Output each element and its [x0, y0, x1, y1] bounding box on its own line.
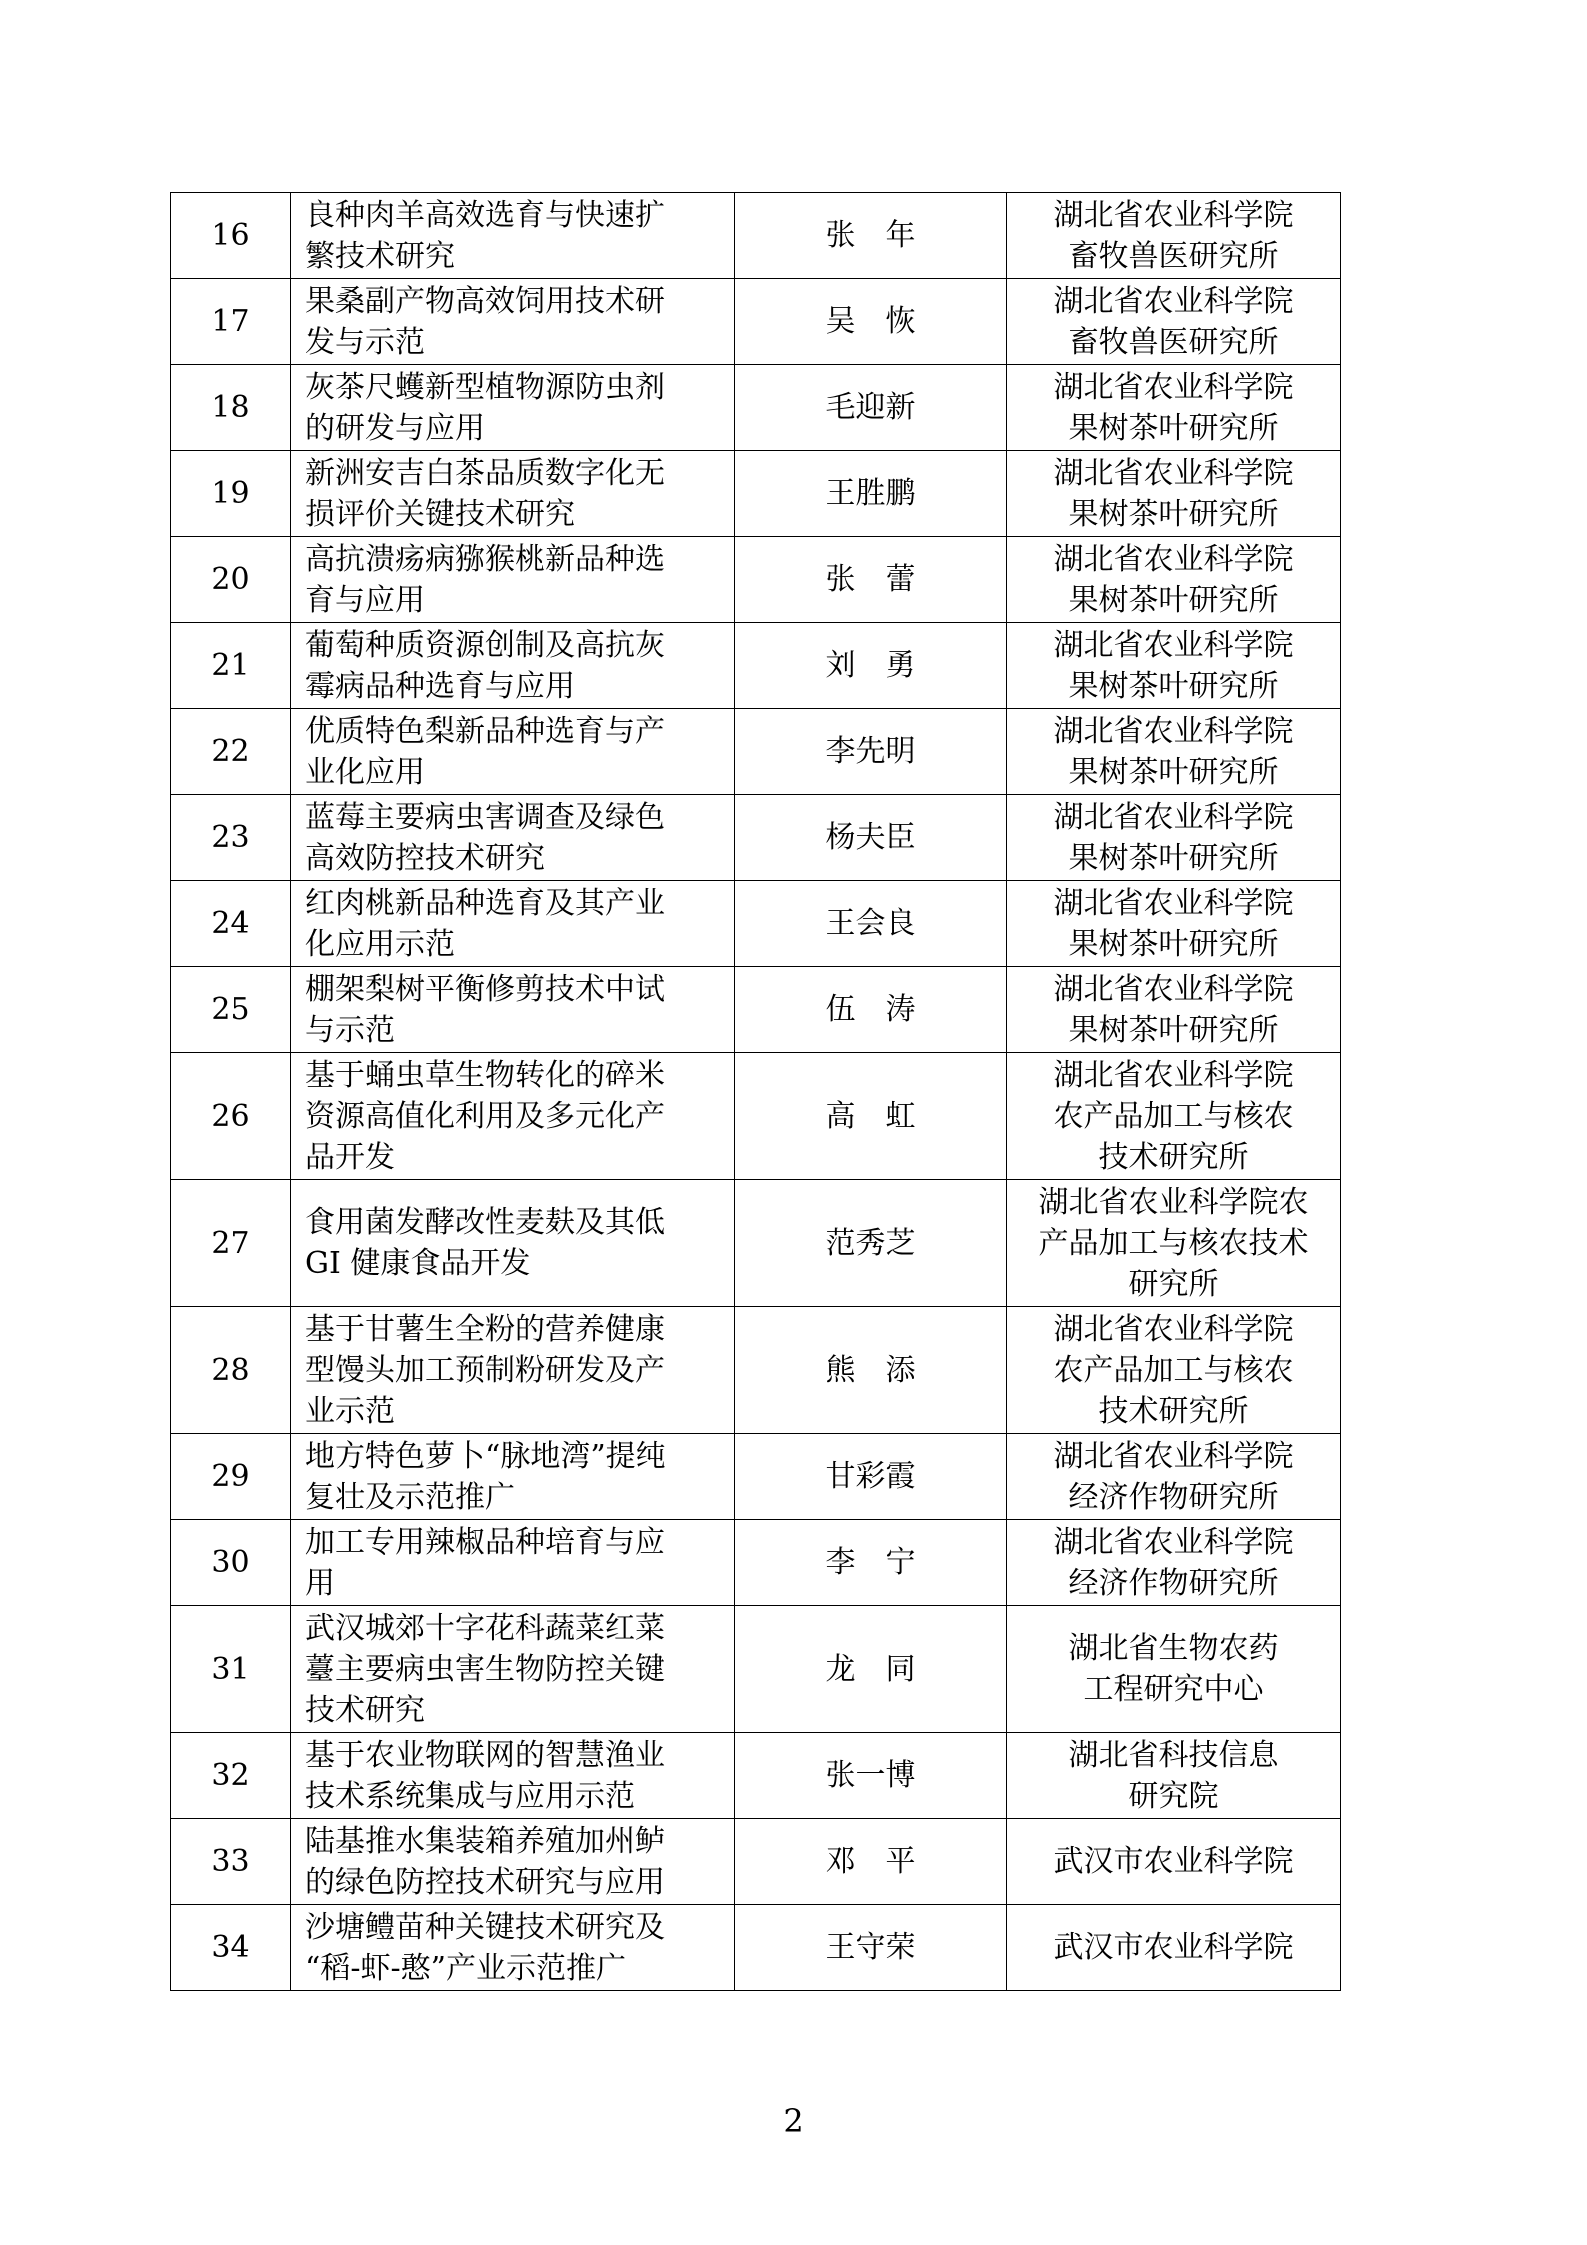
project-title-cell	[291, 1520, 735, 1606]
project-leader: 吴 恢	[735, 279, 1007, 365]
project-title-line: 化应用示范	[305, 926, 455, 962]
organization-line: 湖北省农业科学院	[1053, 197, 1294, 233]
project-title-cell	[291, 193, 735, 279]
project-leader: 李 宁	[735, 1520, 1007, 1606]
organization-line: 研究所	[1128, 1266, 1219, 1302]
table-row	[171, 795, 1341, 881]
project-title-cell	[291, 881, 735, 967]
table-row	[171, 1606, 1341, 1733]
table-row	[171, 1733, 1341, 1819]
organization-cell	[1007, 1819, 1341, 1905]
project-title-cell	[291, 795, 735, 881]
project-leader: 毛迎新	[735, 365, 1007, 451]
project-title-line: 发与示范	[305, 324, 425, 360]
project-title-line: 技术系统集成与应用示范	[305, 1778, 635, 1814]
project-title-line: 灰茶尺蠖新型植物源防虫剂	[305, 369, 665, 405]
project-title-line: 资源高值化利用及多元化产	[305, 1098, 665, 1134]
organization-line: 湖北省生物农药	[1068, 1631, 1279, 1666]
project-title-cell	[291, 623, 735, 709]
organization-line: 湖北省农业科学院	[1053, 455, 1294, 491]
organization-line: 湖北省农业科学院	[1053, 283, 1294, 319]
row-number: 25	[171, 967, 291, 1053]
project-title-line: 业化应用	[305, 754, 425, 790]
organization-line: 武汉市农业科学院	[1053, 1844, 1294, 1879]
project-title-cell	[291, 537, 735, 623]
project-title-line: 技术研究	[305, 1692, 425, 1728]
project-leader: 王守荣	[735, 1905, 1007, 1991]
project-title-line: 复壮及示范推广	[305, 1479, 515, 1515]
organization-line: 果树茶叶研究所	[1068, 754, 1279, 790]
table-row	[171, 365, 1341, 451]
row-number: 28	[171, 1307, 291, 1434]
project-leader: 李先明	[735, 709, 1007, 795]
organization-line: 湖北省农业科学院农	[1038, 1184, 1309, 1220]
project-title-line: 品开发	[305, 1139, 395, 1175]
organization-line: 农产品加工与核农	[1053, 1098, 1294, 1134]
project-title-line: 繁技术研究	[305, 238, 455, 274]
project-title-cell	[291, 1053, 735, 1180]
project-title-line: 高抗溃疡病猕猴桃新品种选	[305, 541, 665, 577]
table-row	[171, 623, 1341, 709]
row-number: 27	[171, 1180, 291, 1307]
project-title-line: 地方特色萝卜“脉地湾”提纯	[305, 1438, 666, 1474]
organization-line: 技术研究所	[1098, 1393, 1249, 1429]
row-number: 24	[171, 881, 291, 967]
row-number: 29	[171, 1434, 291, 1520]
organization-cell	[1007, 623, 1341, 709]
organization-cell	[1007, 1606, 1341, 1733]
project-title-line: 新洲安吉白茶品质数字化无	[305, 455, 665, 491]
table-row	[171, 1520, 1341, 1606]
project-title-line: 基于农业物联网的智慧渔业	[305, 1737, 665, 1773]
project-leader: 张 年	[735, 193, 1007, 279]
organization-line: 经济作物研究所	[1068, 1479, 1279, 1515]
organization-line: 果树茶叶研究所	[1068, 582, 1279, 618]
organization-cell	[1007, 967, 1341, 1053]
project-title-cell	[291, 967, 735, 1053]
project-title-line: 葡萄种质资源创制及高抗灰	[305, 627, 665, 663]
project-table-body	[171, 193, 1341, 1991]
organization-cell	[1007, 1905, 1341, 1991]
organization-line: 果树茶叶研究所	[1068, 926, 1279, 962]
project-leader: 王胜鹏	[735, 451, 1007, 537]
organization-line: 畜牧兽医研究所	[1068, 324, 1279, 360]
organization-cell	[1007, 1520, 1341, 1606]
project-title-line: 的绿色防控技术研究与应用	[305, 1864, 665, 1900]
organization-line: 果树茶叶研究所	[1068, 496, 1279, 532]
project-leader: 杨夫臣	[735, 795, 1007, 881]
project-leader: 龙 同	[735, 1606, 1007, 1733]
row-number: 30	[171, 1520, 291, 1606]
project-title-line: 果桑副产物高效饲用技术研	[305, 283, 665, 319]
row-number: 20	[171, 537, 291, 623]
row-number: 22	[171, 709, 291, 795]
organization-line: 产品加工与核农技术	[1038, 1225, 1309, 1261]
table-row	[171, 881, 1341, 967]
project-title-line: 棚架梨树平衡修剪技术中试	[305, 971, 665, 1007]
organization-cell	[1007, 1180, 1341, 1307]
organization-cell	[1007, 1434, 1341, 1520]
page-number: 2	[783, 2102, 804, 2140]
project-leader: 张 蕾	[735, 537, 1007, 623]
project-leader: 范秀芝	[735, 1180, 1007, 1307]
table-row	[171, 451, 1341, 537]
organization-cell	[1007, 1733, 1341, 1819]
table-row	[171, 193, 1341, 279]
project-title-line: 红肉桃新品种选育及其产业	[305, 885, 665, 921]
project-title-line: 高效防控技术研究	[305, 840, 545, 876]
organization-line: 果树茶叶研究所	[1068, 410, 1279, 446]
row-number: 21	[171, 623, 291, 709]
project-title-cell	[291, 709, 735, 795]
project-title-line: 基于甘薯生全粉的营养健康	[305, 1311, 665, 1347]
project-title-line: 用	[305, 1565, 335, 1601]
project-title-line: 的研发与应用	[305, 410, 485, 446]
organization-line: 果树茶叶研究所	[1068, 840, 1279, 876]
project-title-line: “稻-虾-憨”产业示范推广	[305, 1950, 626, 1986]
project-title-line: 蓝莓主要病虫害调查及绿色	[305, 799, 665, 835]
table-row	[171, 1180, 1341, 1307]
organization-cell	[1007, 795, 1341, 881]
table-row	[171, 709, 1341, 795]
organization-line: 果树茶叶研究所	[1068, 668, 1279, 704]
organization-line: 研究院	[1128, 1778, 1219, 1814]
row-number: 23	[171, 795, 291, 881]
organization-line: 畜牧兽医研究所	[1068, 238, 1279, 274]
project-leader: 甘彩霞	[735, 1434, 1007, 1520]
project-title-line: 业示范	[305, 1393, 395, 1429]
organization-line: 湖北省农业科学院	[1053, 1057, 1294, 1093]
organization-line: 湖北省科技信息	[1068, 1737, 1279, 1773]
project-title-line: GI 健康食品开发	[305, 1246, 531, 1281]
organization-line: 湖北省农业科学院	[1053, 369, 1294, 405]
table-row	[171, 279, 1341, 365]
table-row	[171, 1434, 1341, 1520]
project-title-cell	[291, 1307, 735, 1434]
organization-cell	[1007, 1053, 1341, 1180]
organization-cell	[1007, 365, 1341, 451]
table-row	[171, 1905, 1341, 1991]
organization-cell	[1007, 451, 1341, 537]
project-title-cell	[291, 1606, 735, 1733]
row-number: 18	[171, 365, 291, 451]
organization-cell	[1007, 193, 1341, 279]
organization-line: 湖北省农业科学院	[1053, 799, 1294, 835]
project-title-line: 霉病品种选育与应用	[305, 668, 575, 704]
row-number: 19	[171, 451, 291, 537]
project-title-line: 沙塘鳢苗种关键技术研究及	[305, 1909, 665, 1945]
organization-line: 湖北省农业科学院	[1053, 885, 1294, 921]
organization-cell	[1007, 279, 1341, 365]
project-title-cell	[291, 1180, 735, 1307]
organization-line: 湖北省农业科学院	[1053, 627, 1294, 663]
project-title-line: 型馒头加工预制粉研发及产	[305, 1352, 665, 1388]
organization-line: 湖北省农业科学院	[1053, 1524, 1294, 1560]
table-row	[171, 1819, 1341, 1905]
organization-line: 湖北省农业科学院	[1053, 541, 1294, 577]
project-title-line: 加工专用辣椒品种培育与应	[305, 1524, 665, 1560]
project-title-cell	[291, 1819, 735, 1905]
organization-line: 经济作物研究所	[1068, 1565, 1279, 1601]
project-title-line: 良种肉羊高效选育与快速扩	[305, 197, 665, 233]
project-title-line: 陆基推水集装箱养殖加州鲈	[305, 1823, 665, 1859]
row-number: 32	[171, 1733, 291, 1819]
row-number: 26	[171, 1053, 291, 1180]
project-title-line: 武汉城郊十字花科蔬菜红菜	[305, 1610, 665, 1646]
table-row	[171, 537, 1341, 623]
project-title-cell	[291, 1905, 735, 1991]
project-title-cell	[291, 1434, 735, 1520]
project-title-line: 优质特色梨新品种选育与产	[305, 713, 665, 749]
project-title-line: 食用菌发酵改性麦麸及其低	[305, 1205, 665, 1240]
row-number: 33	[171, 1819, 291, 1905]
organization-cell	[1007, 537, 1341, 623]
table-row	[171, 967, 1341, 1053]
project-title-line: 基于蛹虫草生物转化的碎米	[305, 1057, 665, 1093]
row-number: 17	[171, 279, 291, 365]
project-title-line: 薹主要病虫害生物防控关键	[305, 1651, 665, 1687]
project-leader: 刘 勇	[735, 623, 1007, 709]
table-row	[171, 1053, 1341, 1180]
project-title-line: 育与应用	[305, 582, 425, 618]
row-number: 31	[171, 1606, 291, 1733]
project-title-cell	[291, 1733, 735, 1819]
project-title-cell	[291, 279, 735, 365]
organization-line: 武汉市农业科学院	[1053, 1930, 1294, 1965]
organization-line: 工程研究中心	[1083, 1672, 1264, 1707]
organization-line: 湖北省农业科学院	[1053, 1311, 1294, 1347]
project-title-line: 损评价关键技术研究	[305, 496, 575, 532]
row-number: 34	[171, 1905, 291, 1991]
organization-line: 湖北省农业科学院	[1053, 971, 1294, 1007]
organization-line: 农产品加工与核农	[1053, 1352, 1294, 1388]
organization-cell	[1007, 881, 1341, 967]
organization-line: 技术研究所	[1098, 1139, 1249, 1175]
project-title-line: 与示范	[305, 1012, 395, 1048]
project-title-cell	[291, 365, 735, 451]
project-leader: 邓 平	[735, 1819, 1007, 1905]
project-leader: 高 虹	[735, 1053, 1007, 1180]
table-row	[171, 1307, 1341, 1434]
row-number: 16	[171, 193, 291, 279]
organization-cell	[1007, 709, 1341, 795]
project-table	[170, 192, 1341, 1991]
organization-line: 湖北省农业科学院	[1053, 1438, 1294, 1474]
organization-line: 湖北省农业科学院	[1053, 713, 1294, 749]
project-leader: 熊 添	[735, 1307, 1007, 1434]
project-leader: 张一博	[735, 1733, 1007, 1819]
project-leader: 伍 涛	[735, 967, 1007, 1053]
organization-line: 果树茶叶研究所	[1068, 1012, 1279, 1048]
organization-cell	[1007, 1307, 1341, 1434]
project-leader: 王会良	[735, 881, 1007, 967]
project-title-cell	[291, 451, 735, 537]
